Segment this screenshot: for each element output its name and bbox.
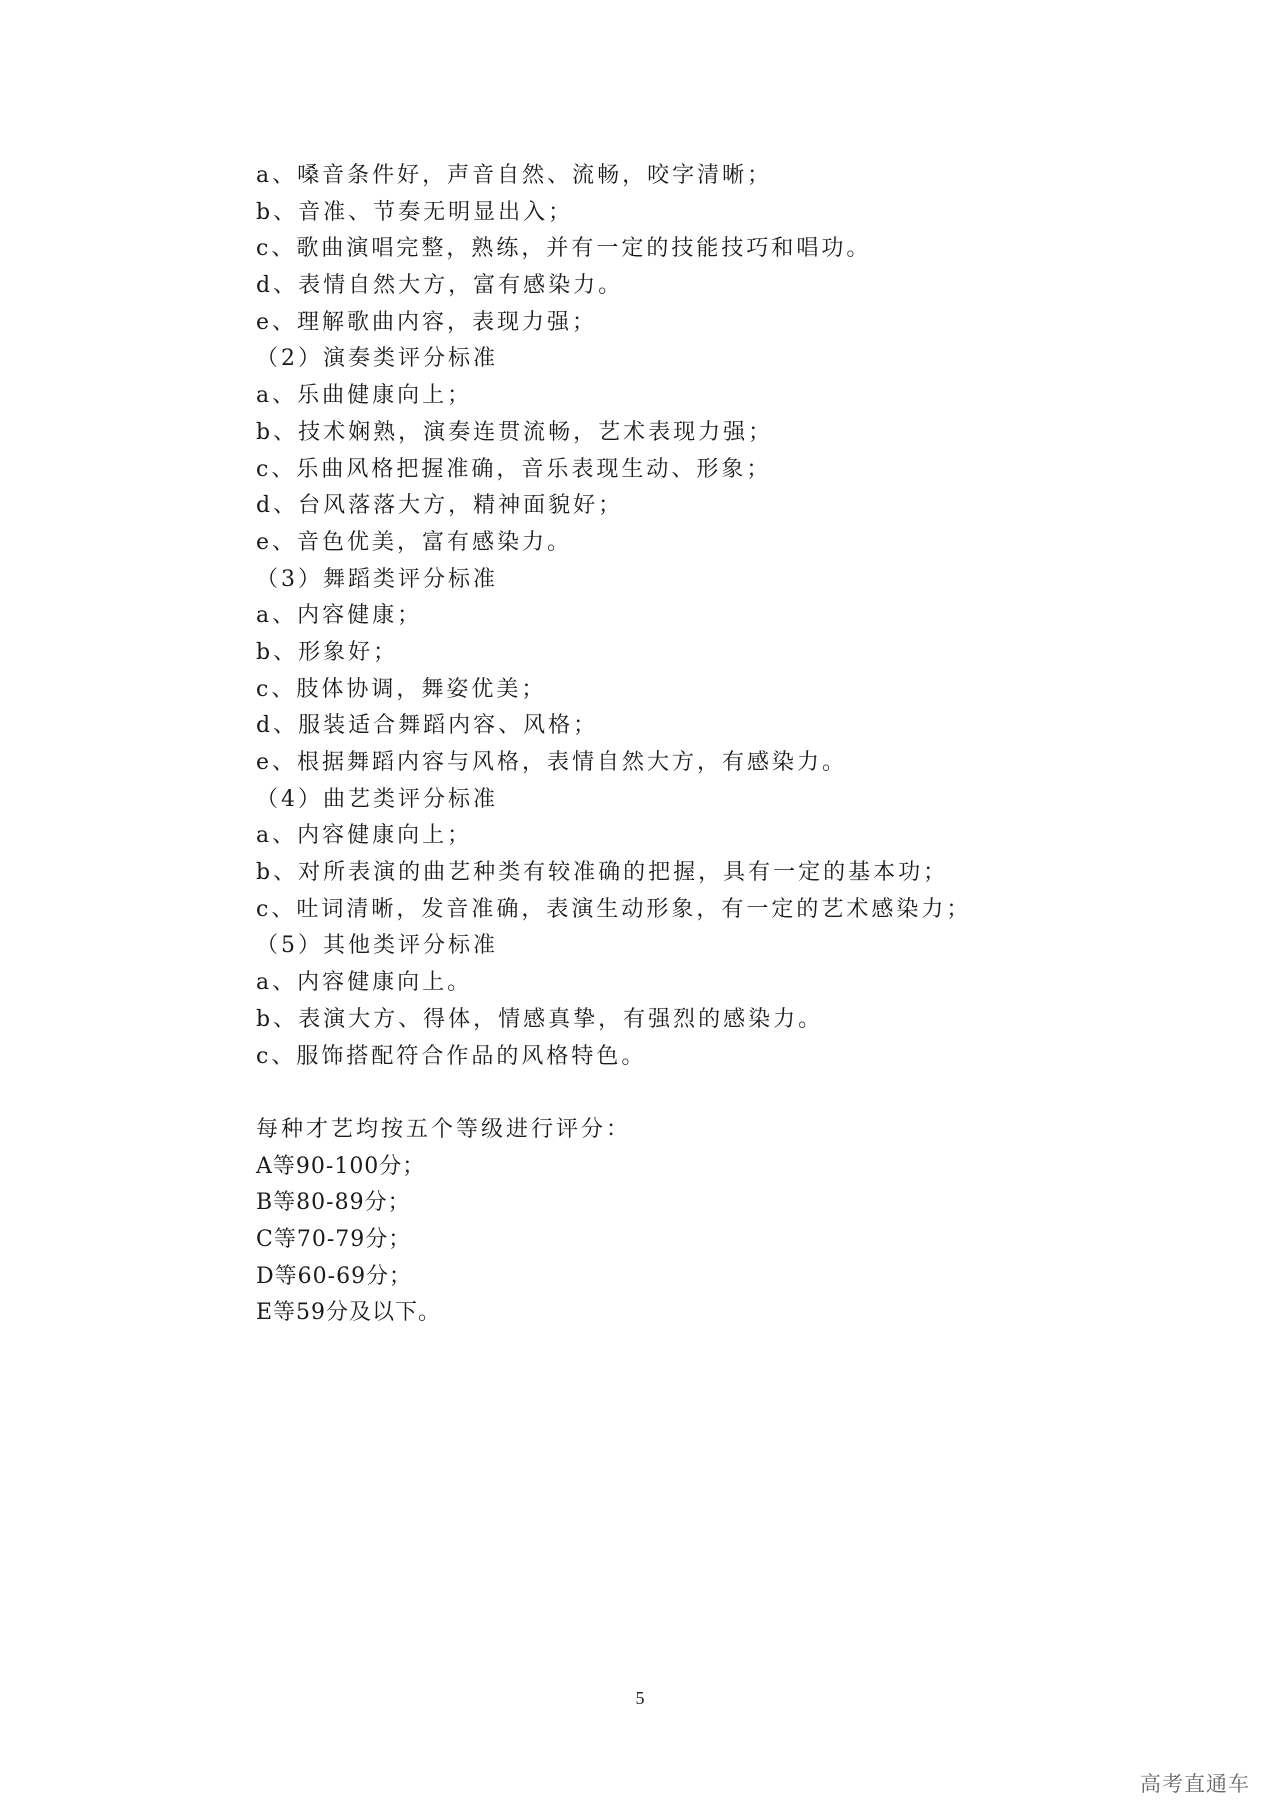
instrumental-criterion-e: e、音色优美，富有感染力。 bbox=[256, 529, 573, 555]
instrumental-criterion-b: b、技术娴熟，演奏连贯流畅，艺术表现力强； bbox=[256, 419, 774, 445]
paragraph-spacer bbox=[256, 1075, 1056, 1112]
quyi-heading: （4）曲艺类评分标准 bbox=[256, 786, 498, 812]
vocal-criterion-d: d、表情自然大方，富有感染力。 bbox=[256, 273, 624, 299]
dance-criterion-c: c、肢体协调，舞姿优美； bbox=[256, 676, 547, 702]
other-heading: （5）其他类评分标准 bbox=[256, 933, 498, 959]
vocal-criterion-e: e、理解歌曲内容，表现力强； bbox=[256, 309, 598, 335]
dance-criterion-b: b、形象好； bbox=[256, 639, 399, 665]
quyi-criterion-a: a、内容健康向上； bbox=[256, 823, 473, 849]
grade-level-c: C等70-79分； bbox=[256, 1226, 412, 1252]
dance-criterion-d: d、服装适合舞蹈内容、风格； bbox=[256, 713, 599, 739]
grade-level-a: A等90-100分； bbox=[256, 1153, 426, 1179]
other-criterion-c: c、服饰搭配符合作品的风格特色。 bbox=[256, 1043, 647, 1069]
dance-heading: （3）舞蹈类评分标准 bbox=[256, 566, 498, 592]
other-criterion-a: a、内容健康向上。 bbox=[256, 970, 473, 996]
vocal-criterion-a: a、嗓音条件好，声音自然、流畅，咬字清晰； bbox=[256, 163, 773, 188]
grading-intro: 每种才艺均按五个等级进行评分： bbox=[256, 1116, 632, 1142]
instrumental-criterion-a: a、乐曲健康向上； bbox=[256, 383, 473, 409]
quyi-criterion-c: c、吐词清晰，发音准确，表演生动形象，有一定的艺术感染力； bbox=[256, 896, 972, 922]
instrumental-heading: （2）演奏类评分标准 bbox=[256, 346, 498, 372]
vocal-criterion-c: c、歌曲演唱完整，熟练，并有一定的技能技巧和唱功。 bbox=[256, 236, 872, 262]
vocal-criterion-b: b、音准、节奏无明显出入； bbox=[256, 199, 574, 225]
dance-criterion-e: e、根据舞蹈内容与风格，表情自然大方，有感染力。 bbox=[256, 750, 848, 775]
grade-level-b: B等80-89分； bbox=[256, 1190, 411, 1216]
quyi-criterion-b: b、对所表演的曲艺种类有较准确的把握，具有一定的基本功； bbox=[256, 860, 949, 886]
page-number: 5 bbox=[635, 1688, 645, 1708]
grade-level-e: E等59分及以下。 bbox=[256, 1300, 442, 1326]
watermark-text: 高考直通车 bbox=[1140, 1772, 1250, 1796]
other-criterion-b: b、表演大方、得体，情感真挚，有强烈的感染力。 bbox=[256, 1006, 824, 1032]
grade-level-d: D等60-69分； bbox=[256, 1263, 413, 1289]
instrumental-criterion-d: d、台风落落大方，精神面貌好； bbox=[256, 493, 624, 519]
dance-criterion-a: a、内容健康； bbox=[256, 603, 423, 629]
instrumental-criterion-c: c、乐曲风格把握准确，音乐表现生动、形象； bbox=[256, 456, 772, 482]
page-content bbox=[256, 158, 1056, 1332]
